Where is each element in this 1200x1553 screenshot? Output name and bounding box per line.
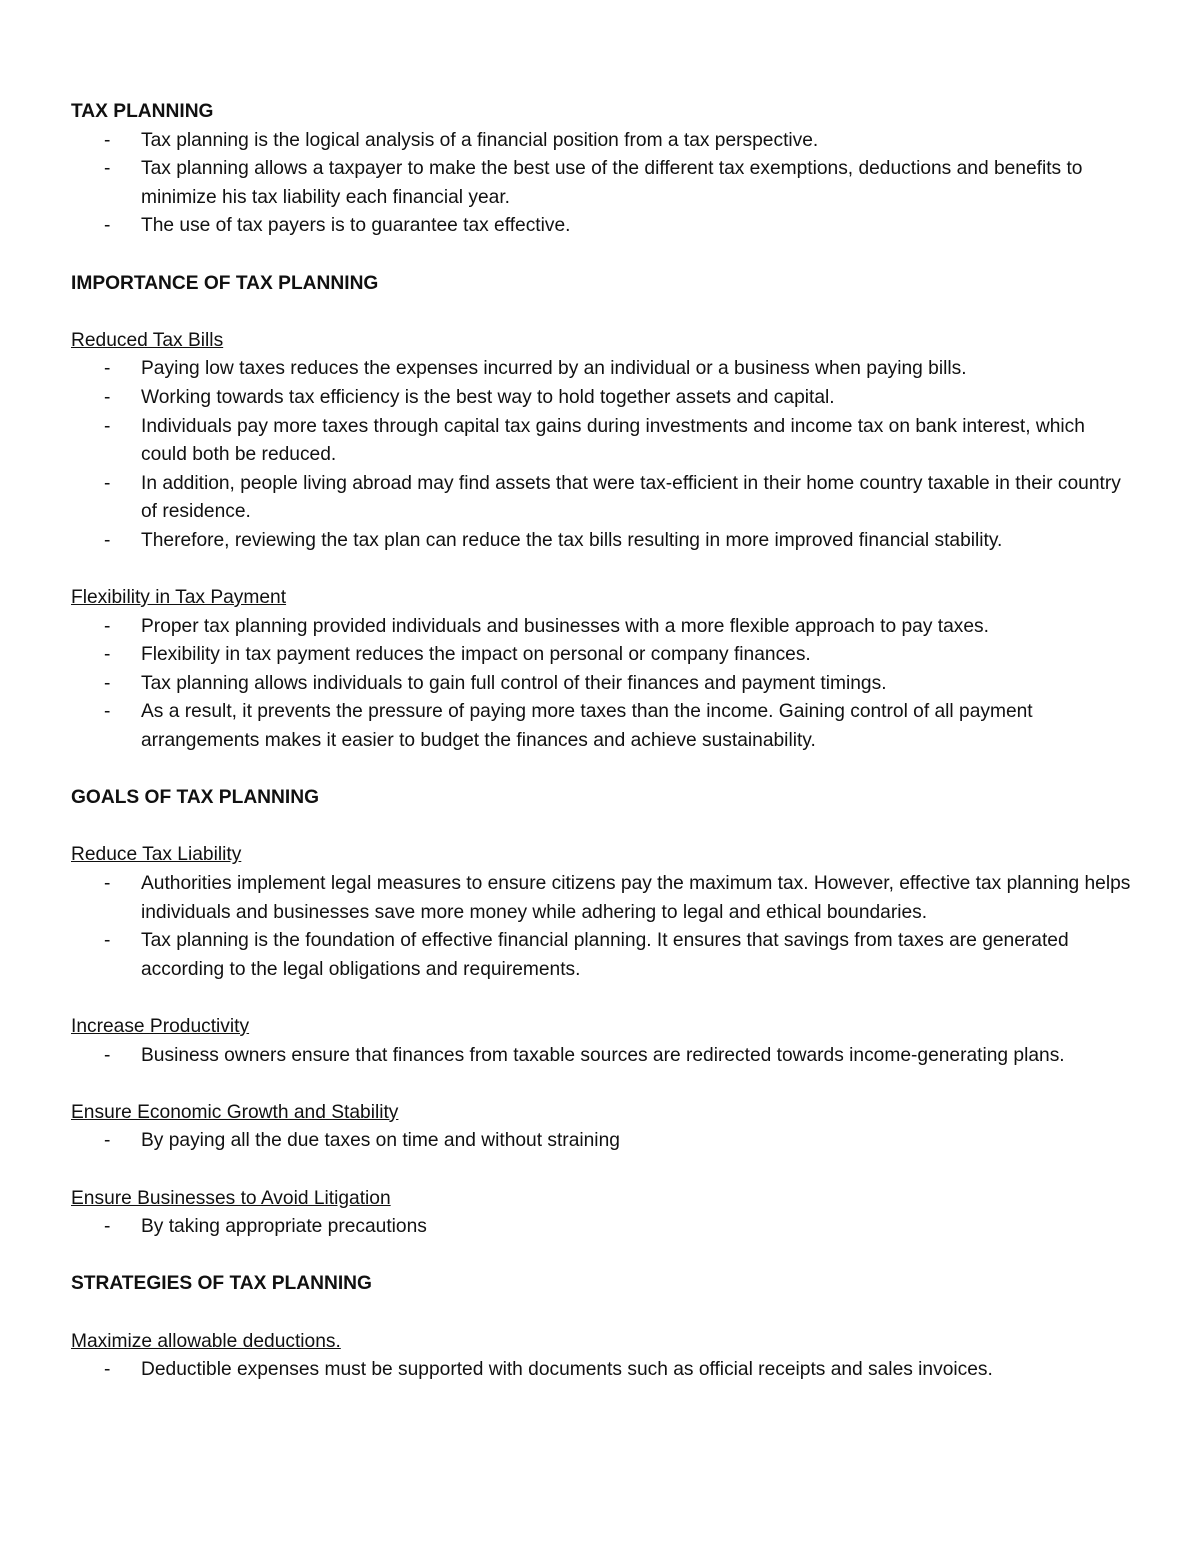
bullet-dash-icon: - — [104, 1044, 111, 1066]
document-page — [71, 98, 1131, 1385]
list-item — [71, 355, 1131, 384]
spacer — [71, 1070, 1131, 1099]
list-item — [71, 1042, 1131, 1071]
list-item — [71, 127, 1131, 156]
bullet-list — [71, 1042, 1131, 1071]
document-section — [71, 270, 1131, 756]
list-item — [71, 470, 1131, 527]
bullet-dash-icon: - — [104, 644, 111, 666]
bullet-list — [71, 1356, 1131, 1385]
bullet-dash-icon: - — [104, 358, 111, 380]
list-item — [71, 927, 1131, 984]
list-item — [71, 1356, 1131, 1385]
spacer — [71, 1242, 1131, 1271]
subsection-heading: Reduced Tax Bills — [71, 329, 224, 351]
bullet-dash-icon: - — [104, 472, 111, 494]
list-item-text: Flexibility in tax payment reduces the impact on personal or company finances. — [141, 644, 811, 666]
subsection-heading: Maximize allowable deductions. — [71, 1330, 341, 1352]
list-item — [71, 698, 1131, 755]
list-item — [71, 641, 1131, 670]
bullet-dash-icon: - — [104, 873, 111, 895]
section-heading: TAX PLANNING — [71, 101, 214, 122]
subsection-heading: Reduce Tax Liability — [71, 844, 242, 866]
subsection-heading: Increase Productivity — [71, 1016, 250, 1037]
list-item — [71, 413, 1131, 470]
bullet-list — [71, 355, 1131, 555]
list-item — [71, 670, 1131, 699]
list-item-text: The use of tax payers is to guarantee tax effective. — [141, 215, 571, 237]
section-heading: IMPORTANCE OF TAX PLANNING — [71, 272, 379, 294]
spacer — [71, 756, 1131, 785]
list-item-text: Individuals pay more taxes through capital tax gains during investments and income tax on bank interest, which could both be reduced. — [141, 415, 1085, 466]
list-item-text: Proper tax planning provided individuals and businesses with a more flexible approach to pay taxes. — [141, 615, 989, 637]
list-item — [71, 613, 1131, 642]
spacer — [71, 298, 1131, 327]
list-item-text: Working towards tax efficiency is the best way to hold together assets and capital. — [141, 386, 835, 408]
bullet-dash-icon: - — [104, 158, 111, 180]
list-item-text: Authorities implement legal measures to ensure citizens pay the maximum tax. However, effective tax planning helps individuals and businesses save more money while adhering to legal and ethical boundaries. — [141, 873, 1131, 923]
list-item-text: Deductible expenses must be supported with documents such as official receipts and sales invoices. — [141, 1359, 993, 1381]
spacer — [71, 984, 1131, 1013]
bullet-dash-icon: - — [104, 930, 111, 952]
list-item-text: Tax planning allows a taxpayer to make the best use of the different tax exemptions, deductions and benefits to minimize his tax liability each financial year. — [141, 158, 1083, 208]
spacer — [71, 1299, 1131, 1328]
bullet-dash-icon: - — [104, 1130, 111, 1152]
list-item — [71, 155, 1131, 212]
list-item — [71, 384, 1131, 413]
bullet-dash-icon: - — [104, 415, 111, 437]
bullet-list — [71, 870, 1131, 984]
list-item-text: Therefore, reviewing the tax plan can reduce the tax bills resulting in more improved financial stability. — [141, 529, 1003, 551]
document-section — [71, 784, 1131, 1242]
spacer — [71, 1156, 1131, 1185]
bullet-dash-icon: - — [104, 129, 111, 151]
document-section — [71, 1270, 1131, 1384]
bullet-dash-icon: - — [104, 701, 111, 723]
bullet-list — [71, 1127, 1131, 1156]
list-item-text: Tax planning is the logical analysis of a financial position from a tax perspective. — [141, 129, 819, 151]
bullet-dash-icon: - — [104, 215, 111, 237]
bullet-dash-icon: - — [104, 1216, 111, 1238]
list-item-text: Tax planning is the foundation of effective financial planning. It ensures that savings from taxes are generated according to the legal obligations and requirements. — [141, 930, 1069, 980]
list-item-text: By taking appropriate precautions — [141, 1216, 427, 1238]
list-item — [71, 212, 1131, 241]
list-item-text: In addition, people living abroad may find assets that were tax-efficient in their home country taxable in their country of residence. — [141, 472, 1121, 523]
section-heading: GOALS OF TAX PLANNING — [71, 787, 320, 809]
bullet-dash-icon: - — [104, 529, 111, 551]
list-item-text: By paying all the due taxes on time and without straining — [141, 1130, 620, 1152]
subsection-heading: Flexibility in Tax Payment — [71, 587, 287, 609]
document-section — [71, 98, 1131, 241]
spacer — [71, 241, 1131, 270]
bullet-list — [71, 1213, 1131, 1242]
list-item-text: Paying low taxes reduces the expenses incurred by an individual or a business when paying bills. — [141, 358, 967, 380]
bullet-list — [71, 613, 1131, 756]
spacer — [71, 813, 1131, 842]
list-item — [71, 527, 1131, 556]
list-item-text: Tax planning allows individuals to gain full control of their finances and payment timings. — [141, 672, 887, 694]
subsection-heading: Ensure Economic Growth and Stability — [71, 1101, 399, 1123]
bullet-dash-icon: - — [104, 615, 111, 637]
list-item — [71, 870, 1131, 927]
bullet-dash-icon: - — [104, 1359, 111, 1381]
bullet-dash-icon: - — [104, 386, 111, 408]
section-heading: STRATEGIES OF TAX PLANNING — [71, 1273, 372, 1295]
spacer — [71, 556, 1131, 585]
bullet-list — [71, 127, 1131, 241]
list-item-text: As a result, it prevents the pressure of paying more taxes than the income. Gaining control of all payment arrangements makes it easier to budget the finances and achieve sustainability. — [141, 701, 1033, 752]
subsection-heading: Ensure Businesses to Avoid Litigation — [71, 1187, 391, 1209]
list-item — [71, 1213, 1131, 1242]
list-item — [71, 1127, 1131, 1156]
bullet-dash-icon: - — [104, 672, 111, 694]
list-item-text: Business owners ensure that finances from taxable sources are redirected towards income-generating plans. — [141, 1044, 1065, 1066]
